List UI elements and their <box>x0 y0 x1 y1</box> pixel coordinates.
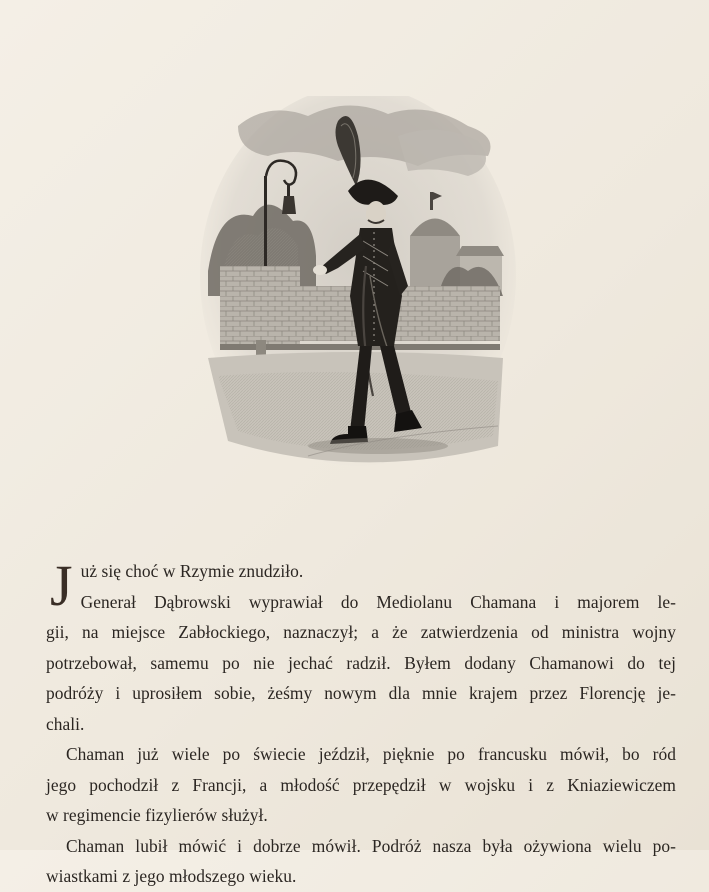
text-line: Generał Dąbrowski wyprawiał do Mediolanu Chamana i majorem le- <box>80 591 676 612</box>
engraving-illustration <box>198 96 518 496</box>
text-line: Chaman już wiele po świecie jeździł, pięknie po francusku mówił, bo ród <box>66 744 676 764</box>
text-line: w regimencie fizylierów służył. <box>46 805 268 825</box>
text-line: uż się choć w Rzymie znudziło. <box>80 561 304 581</box>
text-line: wiastkami z jego młodszego wieku. <box>46 866 297 886</box>
text-line: Chaman lubił mówić i dobrze mówił. Podróż nasza była ożywiona wielu po- <box>66 835 676 856</box>
paragraph-two <box>46 739 676 831</box>
paragraph-three <box>46 831 676 892</box>
body-text <box>46 553 676 892</box>
text-line: potrzebował, samemu po nie jechać radził. Byłem dodany Chamanowi do tej <box>46 652 676 673</box>
soldier-engraving <box>198 96 518 496</box>
text-line: chali. <box>46 713 85 734</box>
paragraph-opening <box>46 553 676 739</box>
text-line: podróży i uprosiłem sobie, żeśmy nowym dla mnie krajem przez Florencję je- <box>46 683 676 703</box>
text-line: gii, na miejsce Zabłockiego, naznaczył; a że zatwierdzenia od ministra wojny <box>46 622 676 642</box>
drop-cap: J <box>50 553 73 618</box>
text-line: jego pochodził z Francji, a młodość przepędził w wojsku i z Kniaziewiczem <box>46 774 676 795</box>
